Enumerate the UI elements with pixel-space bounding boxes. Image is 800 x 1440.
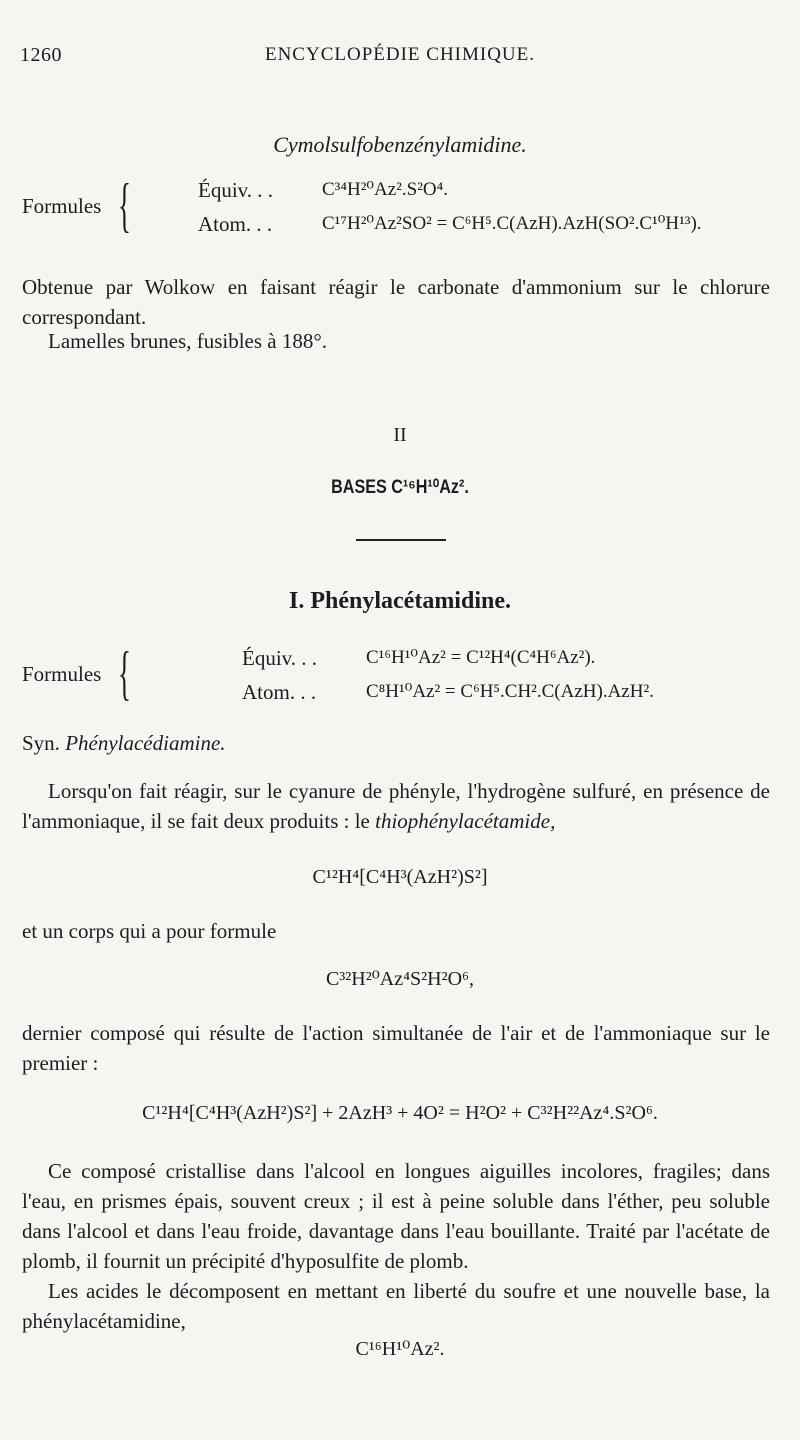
reaction-equation: C¹²H⁴[C⁴H³(AzH²)S²] + 2AzH³ + 4O² = H²O² + C³²H²²Az⁴.S²O⁶. [142,1102,658,1124]
paragraph: dernier composé qui résulte de l'action simultanée de l'air et de l'ammoniaque sur le premier : [22,1021,770,1075]
formula-line: C¹⁶H¹⁰Az². [355,1338,445,1360]
page-number: 1260 [20,44,62,66]
paragraph: Ce composé cristallise dans l'alcool en longues aiguilles incolores, fragiles; dans l'eau, en prismes épais, souvent creux ; il est à peine soluble dans l'éther, peu soluble dans l'alcool et dans l'eau froide, davantage dans l'eau bouillante. Traité par l'acétate de plomb, il fournit un précipité d'hyposulfite de plomb. [22,1159,770,1273]
brace-icon: { [118,640,131,706]
equiv-label: Équiv. . . [198,178,274,202]
brace-icon: { [118,172,131,238]
formula-line: C³²H²⁰Az⁴S²H²O⁶, [325,968,475,990]
paragraph [22,776,770,836]
synonym-line [22,728,770,758]
equiv-formula: C³⁴H²⁰Az².S²O⁴. [322,179,448,200]
formulas-label: Formules [22,194,102,218]
formulas-label: Formules [22,662,102,686]
paragraph: et un corps qui a pour formule [22,919,277,943]
formula-line: C¹²H⁴[C⁴H³(AzH²)S²] [312,866,488,888]
equiv-formula: C¹⁶H¹⁰Az² = C¹²H⁴(C⁴H⁶Az²). [366,647,596,668]
paragraph: Obtenue par Wolkow en faisant réagir le carbonate d'ammonium sur le chlorure correspondant. [22,275,770,329]
paragraph: Lamelles brunes, fusibles à 188°. [48,329,327,353]
subsection-title-phenylacetamidine: I. Phénylacétamidine. [289,588,511,614]
paragraph-text: Lorsqu'on fait réagir, sur le cyanure de phényle, l'hydrogène sulfuré, en présence de l'ammoniaque, il se fait deux produits : le [22,779,770,833]
syn-prefix: Syn. [22,731,60,755]
syn-name: Phénylacédiamine. [65,731,226,755]
atom-label: Atom. . . [198,212,273,236]
paragraph-italic: thiophénylacétamide, [375,809,556,833]
formulas-block-2 [22,640,782,714]
running-title: ENCYCLOPÉDIE CHIMIQUE. [264,44,536,65]
divider-rule [356,539,446,541]
page-header [0,44,800,74]
atom-label: Atom. . . [242,680,317,704]
section-heading-bases: BASES C¹⁶H¹⁰Az². [331,477,469,498]
formulas-block-1 [22,172,782,246]
section-roman-numeral: II [393,424,407,446]
equiv-label: Équiv. . . [242,646,318,670]
atom-formula: C⁸H¹⁰Az² = C⁶H⁵.CH².C(AzH).AzH². [366,681,654,702]
section-title-cymolsulfo: Cymolsulfobenzénylamidine. [273,132,527,157]
paragraph: Les acides le décomposent en mettant en liberté du soufre et une nouvelle base, la phénylacétamidine, [22,1279,770,1333]
atom-formula: C¹⁷H²⁰Az²SO² = C⁶H⁵.C(AzH).AzH(SO².C¹⁰H¹³). [322,213,702,234]
